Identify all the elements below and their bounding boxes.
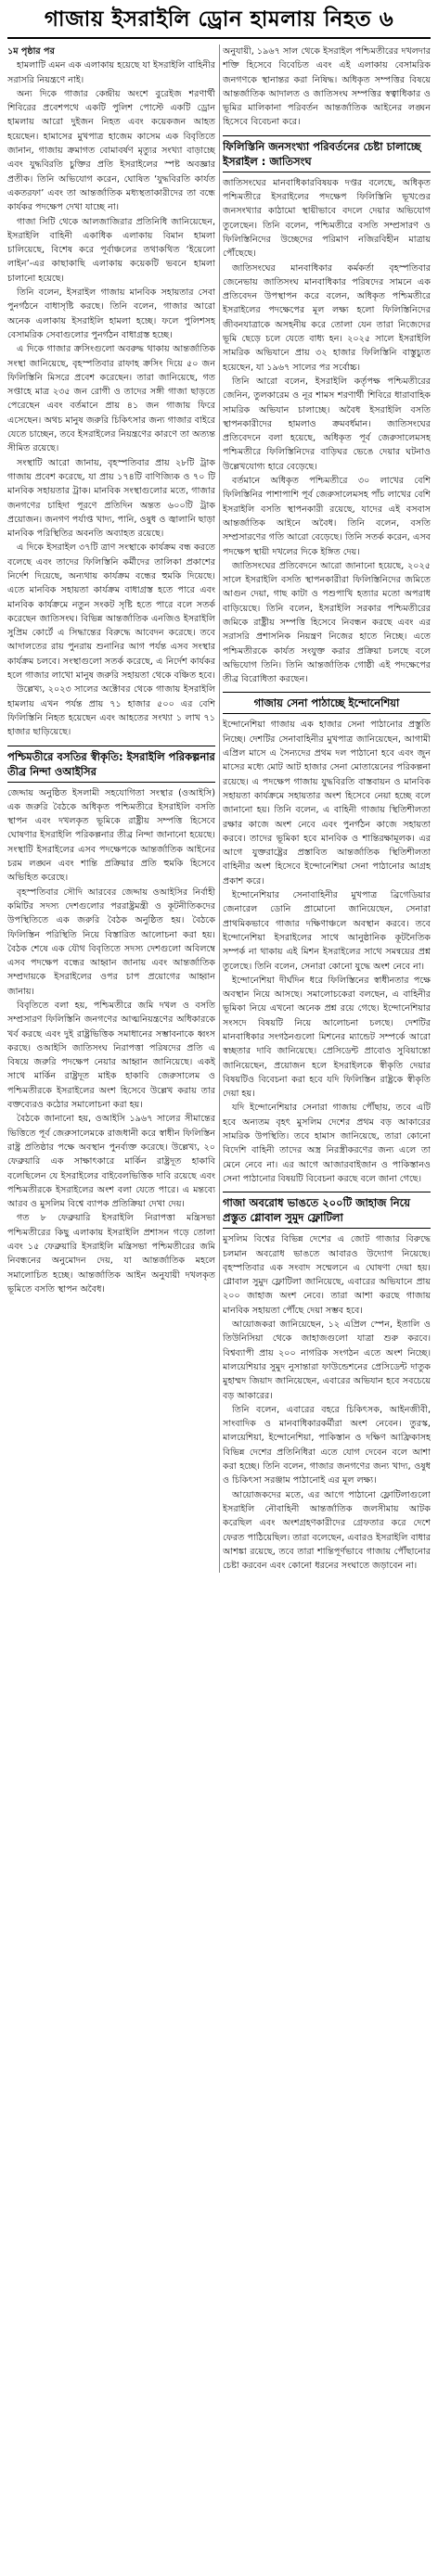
paragraph: গত ৮ ফেব্রুয়ারি ইসরাইলি নিরাপত্তা মন্ত্রিসভা পশ্চিমতীরের কিছু এলাকায় ইসরাইলি প্রশাসন গড়ে তোলা এবং ১৫ ফেব্রুয়ারি ইসরাইলি মন্ত্রিসভা পশ্চিমতীরের জমি নিবন্ধনের অনুমোদন দেয়, যা আন্তর্জাতিক মহলে সমালোচিত হচ্ছে। আন্তর্জাতিক আইন অনুযায়ী দখলকৃত ভূমিতে বসতি স্থাপন অবৈধ। (7, 1213, 215, 1294)
subheading-oic-condemnation: পশ্চিমতীরে বসতির স্বীকৃতি: ইসরাইলি পরিকল্পনার তীব্র নিন্দা ওআইসির (7, 746, 215, 783)
article-columns (7, 45, 431, 1573)
subheading-sumud-flotilla: গাজা অবরোধ ভাঙতে ২০০টি জাহাজ নিয়ে প্রস্তুত গ্লোবাল সুমুদ ফ্লোটিলা (223, 1192, 431, 1229)
paragraph: আয়োজকরা জানিয়েছেন, ১২ এপ্রিল স্পেন, ইতালি ও তিউনিসিয়া থেকে জাহাজগুলো যাত্রা শুরু করবে। বিশ্বব্যাপী প্রায় ২০০ নাগরিক সংগঠন এতে অংশ নিচ্ছে। মালয়েশিয়ার সুমুদ নুসান্তারা ফাউন্ডেশনের প্রেসিডেন্ট দাতুক মুহাম্মদ জিয়াদ জানিয়েছেন, এবারের অভিযান হবে সবচেয়ে বড় আকারের। (223, 1320, 431, 1401)
paragraph: তিনি বলেন, ইসরাইল গাজায় মানবিক সহায়তার সেবা পুনর্গঠনে বাধাসৃষ্টি করছে। তিনি বলেন, গাজার আরো অনেক এলাকায় ইসরাইলি হামলা হচ্ছে। ফলে পুলিশসহ বেসামরিক সেবাগুলোর পুনর্গঠন বাধাগ্রস্ত হচ্ছে। (7, 287, 215, 340)
right-column (223, 45, 431, 1573)
paragraph: বর্তমানে অধিকৃত পশ্চিমতীরে ৩০ লাখের বেশি ফিলিস্তিনির পাশাপাশি পূর্ব জেরুসালেমসহ পাঁচ লাখের বেশি ইসরাইলি বসতি স্থাপনকারী রয়েছে, যাদের এই বসবাস আন্তর্জাতিক আইনে অবৈধ। তিনি বলেন, বসতি সম্প্রসারণের গতি আরো বেড়েছে। তিনি সতর্ক করেন, এসব পদক্ষেপ স্থায়ী দখলের দিকে ইঙ্গিত দেয়। (223, 476, 431, 557)
paragraph: হামলাটি এমন এক এলাকায় হয়েছে যা ইসরাইলি বাহিনীর সরাসরি নিয়ন্ত্রণে নাই। (7, 60, 215, 85)
subheading-un-demographic-change: ফিলিস্তিনি জনসংখ্যা পরিবর্তনের চেষ্টা চালাচ্ছে ইসরাইল : জাতিসংঘ (223, 135, 431, 172)
paragraph: ইন্দোনেশিয়া দীর্ঘদিন ধরে ফিলিস্তিনের স্বাধীনতার পক্ষে অবস্থান নিয়ে আসছে। সমালোচকেরা বলছেন, এ বাহিনীর ভূমিকা নিয়ে এখনো অনেক প্রশ্ন রয়ে গেছে। ইন্দোনেশিয়ার সংসদে বিষয়টি নিয়ে আলোচনা চলছে। দেশটির মানবাধিকার সংগঠনগুলো মিশনের ম্যান্ডেট সম্পর্কে আরো স্বচ্ছতার দাবি জানিয়েছে। প্রেসিডেন্ট প্রাবোও সুবিয়ান্তো জানিয়েছেন, প্রয়োজন হলে ইসরাইলকে স্বীকৃতি দেয়ার বিষয়টিও বিবেচনা করা হবে যদি ফিলিস্তিন রাষ্ট্রকে স্বীকৃতি দেয়া হয়। (223, 975, 431, 1100)
paragraph: যদি ইন্দোনেশিয়ার সেনারা গাজায় পৌঁছায়, তবে এটি হবে অন্যতম বৃহৎ মুসলিম দেশের প্রথম বড় আকারের সামরিক উপস্থিতি। তবে হামাস জানিয়েছে, তারা কোনো বিদেশি বাহিনী তাদের অস্ত্র নিরস্ত্রীকরণের জন্য এলে তা মেনে নেবে না। এর আগে আজারবাইজান ও পাকিস্তানও সেনা পাঠানোর বিষয়টি বিবেচনা করছে বলে জানা গেছে। (223, 1103, 431, 1184)
left-column (7, 45, 215, 1296)
paragraph: সংস্থাটি আরো জানায়, বৃহস্পতিবার প্রায় ২৮টি ট্রাক গাজায় প্রবেশ করেছে, যা প্রায় ১৭৪টি বাণিজ্যিক ও ৭০ টি মানবিক সহায়তার ট্রাক। মানবিক সংস্থাগুলোর মতে, গাজার জনগণের চাহিদা পূরণে প্রতিদিন অন্তত ৬০০টি ট্রাক প্রয়োজন। জনগণ পর্যাপ্ত খাদ্য, পানি, ওষুধ ও জ্বালানি ছাড়া মানবিক পরিস্থিতির অবনতি অব্যাহত রয়েছে। (7, 457, 215, 540)
paragraph: ইন্দোনেশিয়া গাজায় এক হাজার সেনা পাঠানোর প্রস্তুতি নিচ্ছে। দেশটির সেনাবাহিনীর মুখপাত্র জানিয়েছেন, আগামী এপ্রিল মাসে এ সৈন্যদের প্রথম দল পাঠানো হবে এবং জুন মাসের মধ্যে মোট আট হাজার সেনা মোতায়েনের পরিকল্পনা রয়েছে। এ পদক্ষেপ গাজায় যুদ্ধবিরতি বাস্তবায়ন ও মানবিক সহায়তা কার্যক্রমে সহায়তার অংশ হিসেবে নেয়া হচ্ছে বলে জানানো হয়। তিনি বলেন, এ বাহিনী গাজায় স্থিতিশীলতা রক্ষার কাজে অংশ নেবে এবং পুনর্গঠন কাজে সহায়তা করবে। তাদের ভূমিকা হবে মানবিক ও শান্তিরক্ষামূলক। এর আগে যুক্তরাষ্ট্রের প্রস্তাবিত আন্তর্জাতিক স্থিতিশীলতা বাহিনীর অংশ হিসেবে ইন্দোনেশিয়া সেনা পাঠানোর আগ্রহ প্রকাশ করে। (223, 720, 431, 886)
paragraph: অনুযায়ী, ১৯৬৭ সাল থেকে ইসরাইল পশ্চিমতীরের দখলদার শক্তি হিসেবে বিবেচিত এবং এই এলাকায় বেসামরিক জনগণকে স্থানান্তর করা নিষিদ্ধ। অধিকৃত সম্পত্তির বিষয়ে আন্তর্জাতিক আদালত ও জাতিসংঘ সম্পত্তির স্বত্বাধিকার ও ভূমির মালিকানা পরিবর্তন আন্তর্জাতিক আইনের লঙ্ঘন হিসেবে বিবেচনা করে। (223, 46, 431, 128)
paragraph: এ দিকে গাজার ক্রসিংগুলো অবরুদ্ধ থাকায় আন্তর্জাতিক সংস্থা জানিয়েছে, বৃহস্পতিবার রাফাহ ক্রসিং দিয়ে ৫০ জন ফিলিস্তিনি মিসরে প্রবেশ করেছেন। তারা জানিয়েছে, গত সপ্তাহে মাত্র ২৩৫ জন রোগী ও তাদের সঙ্গী গাজা ছাড়তে পেরেছেন এবং বর্তমানে প্রায় ৪১ জন গাজায় ফিরে এসেছেন। অথচ মানুষ জরুরি চিকিৎসার জন্য গাজার বাইরে যেতে চাচ্ছেন, তবে ইসরাইলের নিয়ন্ত্রণের কারণে তা অত্যন্ত সীমিত রয়েছে। (7, 344, 215, 454)
paragraph: বিবৃতিতে বলা হয়, পশ্চিমতীরে জমি দখল ও বসতি সম্প্রসারণ ফিলিস্তিনি জনগণের আত্মনিয়ন্ত্রণের অধিকারকে খর্ব করছে এবং দুই রাষ্ট্রভিত্তিক সমাধানের সম্ভাবনাকে ধ্বংস করছে। ওআইসি জাতিসংঘ নিরাপত্তা পরিষদের প্রতি এ বিষয়ে জরুরি পদক্ষেপ নেয়ার আহ্বান জানিয়েছে। একই সাথে মার্কিন রাষ্ট্রদূত মাইক হাকাবি জেরুসালেম ও পশ্চিমতীরকে ইসরাইলের অংশ হিসেবে উল্লেখ করায় তার বক্তব্যেরও কঠোর সমালোচনা করা হয়। (7, 1001, 215, 1111)
paragraph: উল্লেখ্য, ২০২৩ সালের অক্টোবর থেকে গাজায় ইসরাইলি হামলায় এখন পর্যন্ত প্রায় ৭১ হাজার ৫০০ এর বেশি ফিলিস্তিনি নিহত হয়েছেন এবং আহতের সংখ্যা ১ লাখ ৭১ হাজার ছাড়িয়েছে। (7, 684, 215, 738)
paragraph: আয়োজকদের মতে, এর আগে পাঠানো ফ্লোটিলাগুলো ইসরাইলি নৌবাহিনী আন্তর্জাতিক জলসীমায় আটক করেছিল এবং অংশগ্রহণকারীদের গ্রেফতার করে দেশে ফেরত পাঠিয়েছিল। তারা বলেছেন, এবারও ইসরাইলি বাধার আশঙ্কা রয়েছে, তবে তারা শান্তিপূর্ণভাবে গাজায় পৌঁছানোর চেষ্টা করবেন এবং কোনো ধরনের সংঘাতে জড়াবেন না। (223, 1489, 431, 1572)
column-divider (219, 45, 220, 1573)
headline-rule (7, 37, 431, 39)
paragraph: বৈঠকে জানানো হয়, ওআইসি ১৯৬৭ সালের সীমান্তের ভিত্তিতে পূর্ব জেরুসালেমকে রাজধানী করে স্বাধীন ফিলিস্তিন রাষ্ট্র প্রতিষ্ঠার পক্ষে অবস্থান পুনর্ব্যক্ত করেছে। উল্লেখ্য, ২০ ফেব্রুয়ারি এক সাক্ষাৎকারে মার্কিন রাষ্ট্রদূত হাকাবি বলেছিলেন যে ইসরাইলের বাইবেলভিত্তিক দাবি রয়েছে এবং পশ্চিমতীরকে ইসরাইলের অংশ বলা যেতে পারে। এ মন্তব্যে আরব ও মুসলিম বিশ্বে ব্যাপক প্রতিক্রিয়া দেখা দেয়। (7, 1114, 215, 1210)
paragraph: জেদ্দায় অনুষ্ঠিত ইসলামী সহযোগিতা সংস্থার (ওআইসি) এক জরুরি বৈঠকে অধিকৃত পশ্চিমতীরে ইসরাইলি বসতি স্থাপন এবং দখলকৃত ভূমিকে রাষ্ট্রীয় সম্পত্তি হিসেবে ঘোষণার ইসরাইলি পরিকল্পনার তীব্র নিন্দা জানানো হয়েছে। সংস্থাটি ইসরাইলের এসব পদক্ষেপকে আন্তর্জাতিক আইনের চরম লঙ্ঘন এবং শান্তি প্রক্রিয়ার প্রতি হুমকি হিসেবে অভিহিত করেছে। (7, 787, 215, 884)
paragraph: জাতিসংঘের মানবাধিকারবিষয়ক দপ্তর বলেছে, অধিকৃত পশ্চিমতীরে ইসরাইলের পদক্ষেপ ফিলিস্তিনি ভূখণ্ডের জনসংখ্যার কাঠামো স্থায়ীভাবে বদলে দেয়ার অভিযোগ তুলেছেন। তিনি বলেন, পশ্চিমতীরে বসতি সম্প্রসারণ ও ফিলিস্তিনিদের উচ্ছেদের পরিমাণ নজিরবিহীন মাত্রায় পৌঁছেছে। (223, 177, 431, 260)
paragraph: মুসলিম বিশ্বের বিভিন্ন দেশের এ জোট গাজার বিরুদ্ধে চলমান অবরোধ ভাঙতে আবারও উদ্যোগ নিয়েছে। বৃহস্পতিবার এক সংবাদ সম্মেলনে এ ঘোষণা দেয়া হয়। গ্লোবাল সুমুদ ফ্লোটিলা জানিয়েছে, এবারের অভিযানে প্রায় ২০০ জাহাজ অংশ নেবে। তারা আশা করছে গাজায় মানবিক সহায়তা পৌঁছে দেয়া সম্ভব হবে। (223, 1234, 431, 1316)
article-headline: গাজায় ইসরাইলি ড্রোন হামলায় নিহত ৬ (44, 7, 394, 32)
paragraph: জাতিসংঘের প্রতিবেদনে আরো জানানো হয়েছে, ২০২৫ সালে ইসরাইলি বসতি স্থাপনকারীরা ফিলিস্তিনিদের জমিতে আগুন দেয়া, গাছ কাটা ও পশুপাখি হত্যার মতো অপরাধ বাড়িয়েছে। তিনি বলেন, ইসরাইলি সরকার পশ্চিমতীরের জমিকে রাষ্ট্রীয় সম্পত্তি হিসেবে নিবন্ধন করছে এবং এর সরাসরি প্রশাসনিক নিয়ন্ত্রণ নিজের হাতে নিচ্ছে। এতে পশ্চিমতীরকে কার্যত সংযুক্ত করার প্রক্রিয়া চলছে বলে অভিযোগ তিনি। তিনি আন্তর্জাতিক গোষ্ঠী এই পদক্ষেপের তীব্র বিরোধিতা করছেন। (223, 560, 431, 685)
paragraph: তিনি আরো বলেন, ইসরাইলি কর্তৃপক্ষ পশ্চিমতীরের জেনিন, তুলকারেম ও নূর শামস শরণার্থী শিবিরে ধারাবাহিক সামরিক অভিযান চালাচ্ছে। অবৈধ ইসরাইলি বসতি স্থাপনকারীদের হামলাও ক্রমবর্ধমান। জাতিসংঘের প্রতিবেদনে বলা হয়েছে, অধিকৃত পূর্ব জেরুসালেমসহ পশ্চিমতীরে ফিলিস্তিনিদের বাড়িঘর ভেঙে দেয়ার ঘটনাও উল্লেখযোগ্য হারে বেড়েছে। (223, 376, 431, 472)
paragraph: তিনি বলেন, এবারের বহরে চিকিৎসক, আইনজীবী, সাংবাদিক ও মানবাধিকারকর্মীরা অংশ নেবেন। তুরস্ক, মালয়েশিয়া, ইন্দোনেশিয়া, পাকিস্তান ও দক্ষিণ আফ্রিকাসহ বিভিন্ন দেশের প্রতিনিধিরা এতে যোগ দেবেন বলে আশা করা হচ্ছে। তিনি বলেন, গাজার জনগণের জন্য খাদ্য, ওষুধ ও চিকিৎসা সরঞ্জাম পাঠানোই এর মূল লক্ষ্য। (223, 1404, 431, 1486)
paragraph: জাতিসংঘের মানবাধিকার কর্মকর্তা বৃহস্পতিবার জেনেভায় জাতিসংঘ মানবাধিকার পরিষদের সামনে এক প্রতিবেদন উপস্থাপন করে বলেন, অধিকৃত পশ্চিমতীরে ইসরাইলের পদক্ষেপের মূল লক্ষ্য হলো ফিলিস্তিনিদের জীবনযাত্রাকে অসহনীয় করে তোলা যেন তারা নিজেদের ভূমি ছেড়ে চলে যেতে বাধ্য হন। ২০২৫ সালে ইসরাইলি সামরিক অভিযানে প্রায় ৩২ হাজার ফিলিস্তিনি বাস্তুচ্যুত হয়েছেন, যা ১৯৬৭ সালের পর সর্বোচ্চ। (223, 262, 431, 373)
continued-marker: ১ম পৃষ্ঠার পর (7, 46, 55, 57)
paragraph: এ দিকে ইসরাইল ৩৭টি ত্রাণ সংস্থাকে কার্যক্রম বন্ধ করতে বলেছে এবং তাদের ফিলিস্তিনি কর্মীদের তালিকা প্রকাশের নির্দেশ দিয়েছে, অন্যথায় কার্যক্রম বন্ধের হুমকি দিয়েছে। এতে মানবিক সহায়তা কার্যক্রম বাধাগ্রস্ত হতে পারে এবং মানবিক কার্যক্রমে নতুন সংকট সৃষ্টি হতে পারে বলে সতর্ক করেছেন জাতিসংঘ। বিভিন্ন আন্তর্জাতিক এনজিও ইসরাইলি সুপ্রিম কোর্টে এ সিদ্ধান্তের বিরুদ্ধে আবেদন করেছে। তবে আদালতের রায় পুনরায় শুনানির আগ পর্যন্ত এসব সংস্থার কার্যক্রম চলবে। সংস্থাগুলো সতর্ক করেছে, এ নির্দেশ কার্যকর হলে গাজার লাখো মানুষ জরুরি সহায়তা থেকে বঞ্চিত হবে। (7, 542, 215, 682)
paragraph: ইন্দোনেশিয়ার সেনাবাহিনীর মুখপাত্র ব্রিগেডিয়ার জেনারেল ডোনি প্রামোনো জানিয়েছেন, সেনারা প্রাথমিকভাবে গাজার দক্ষিণাঞ্চলে অবস্থান করবে। তবে ইন্দোনেশিয়া ইসরাইলের সাথে আনুষ্ঠানিক কূটনৈতিক সম্পর্ক না থাকায় এই মিশন ইসরাইলের সাথে সমন্বয়ের প্রশ্ন তুলেছে। তিনি বলেন, সেনারা কোনো যুদ্ধে অংশ নেবে না। (223, 890, 431, 972)
paragraph: অন্য দিকে গাজার কেন্দ্রীয় অংশে বুরেইজ শরণার্থী শিবিরের প্রবেশপথে একটি পুলিশ পোস্টে একটি ড্রোন হামলায় আরো দুইজন নিহত এবং কয়েকজন আহত হয়েছেন। হামাসের মুখপাত্র হাজেম কাসেম এক বিবৃতিতে জানান, গাজায় ক্রমাগত বোমাবর্ষণ মৃত্যুর সংখ্যা বাড়াচ্ছে এবং যুদ্ধবিরতি চুক্তির প্রতি ইসরাইলের স্পষ্ট অবজ্ঞার প্রতীক। তিনি অভিযোগ করেন, ঘোষিত ‘যুদ্ধবিরতি কার্যত একতরফা’ এবং তা আন্তর্জাতিক মধ্যস্থতাকারীদের তা বন্ধে কার্যকর পদক্ষেপ দেখা যাচ্ছে না। (7, 88, 215, 213)
paragraph: গাজা সিটি থেকে আলজাজিরার প্রতিনিধি জানিয়েছেন, ইসরাইলি বাহিনী একাধিক এলাকায় বিমান হামলা চালিয়েছে, বিশেষ করে পূর্বাঞ্চলের তথাকথিত ‘ইয়েলো লাইন’-এর কাছাকাছি এলাকায় কয়েকটি ভবনে হামলা চালানো হয়েছে। (7, 216, 215, 284)
paragraph: বৃহস্পতিবার সৌদি আরবের জেদ্দায় ওআইসির নির্বাহী কমিটির সদস্য দেশগুলোর পররাষ্ট্রমন্ত্রী ও কূটনীতিকদের উপস্থিতিতে এক জরুরি বৈঠক অনুষ্ঠিত হয়। বৈঠকে ফিলিস্তিন পরিস্থিতি নিয়ে বিস্তারিত আলোচনা করা হয়। বৈঠক শেষে এক যৌথ বিবৃতিতে সদস্য দেশগুলো অবিলম্বে এসব পদক্ষেপ বন্ধের আহ্বান জানায় এবং আন্তর্জাতিক সম্প্রদায়কে ইসরাইলের ওপর চাপ প্রয়োগের আহ্বান জানায়। (7, 886, 215, 997)
subheading-indonesia-troops: গাজায় সেনা পাঠাচ্ছে ইন্দোনেশিয়া (223, 692, 431, 714)
